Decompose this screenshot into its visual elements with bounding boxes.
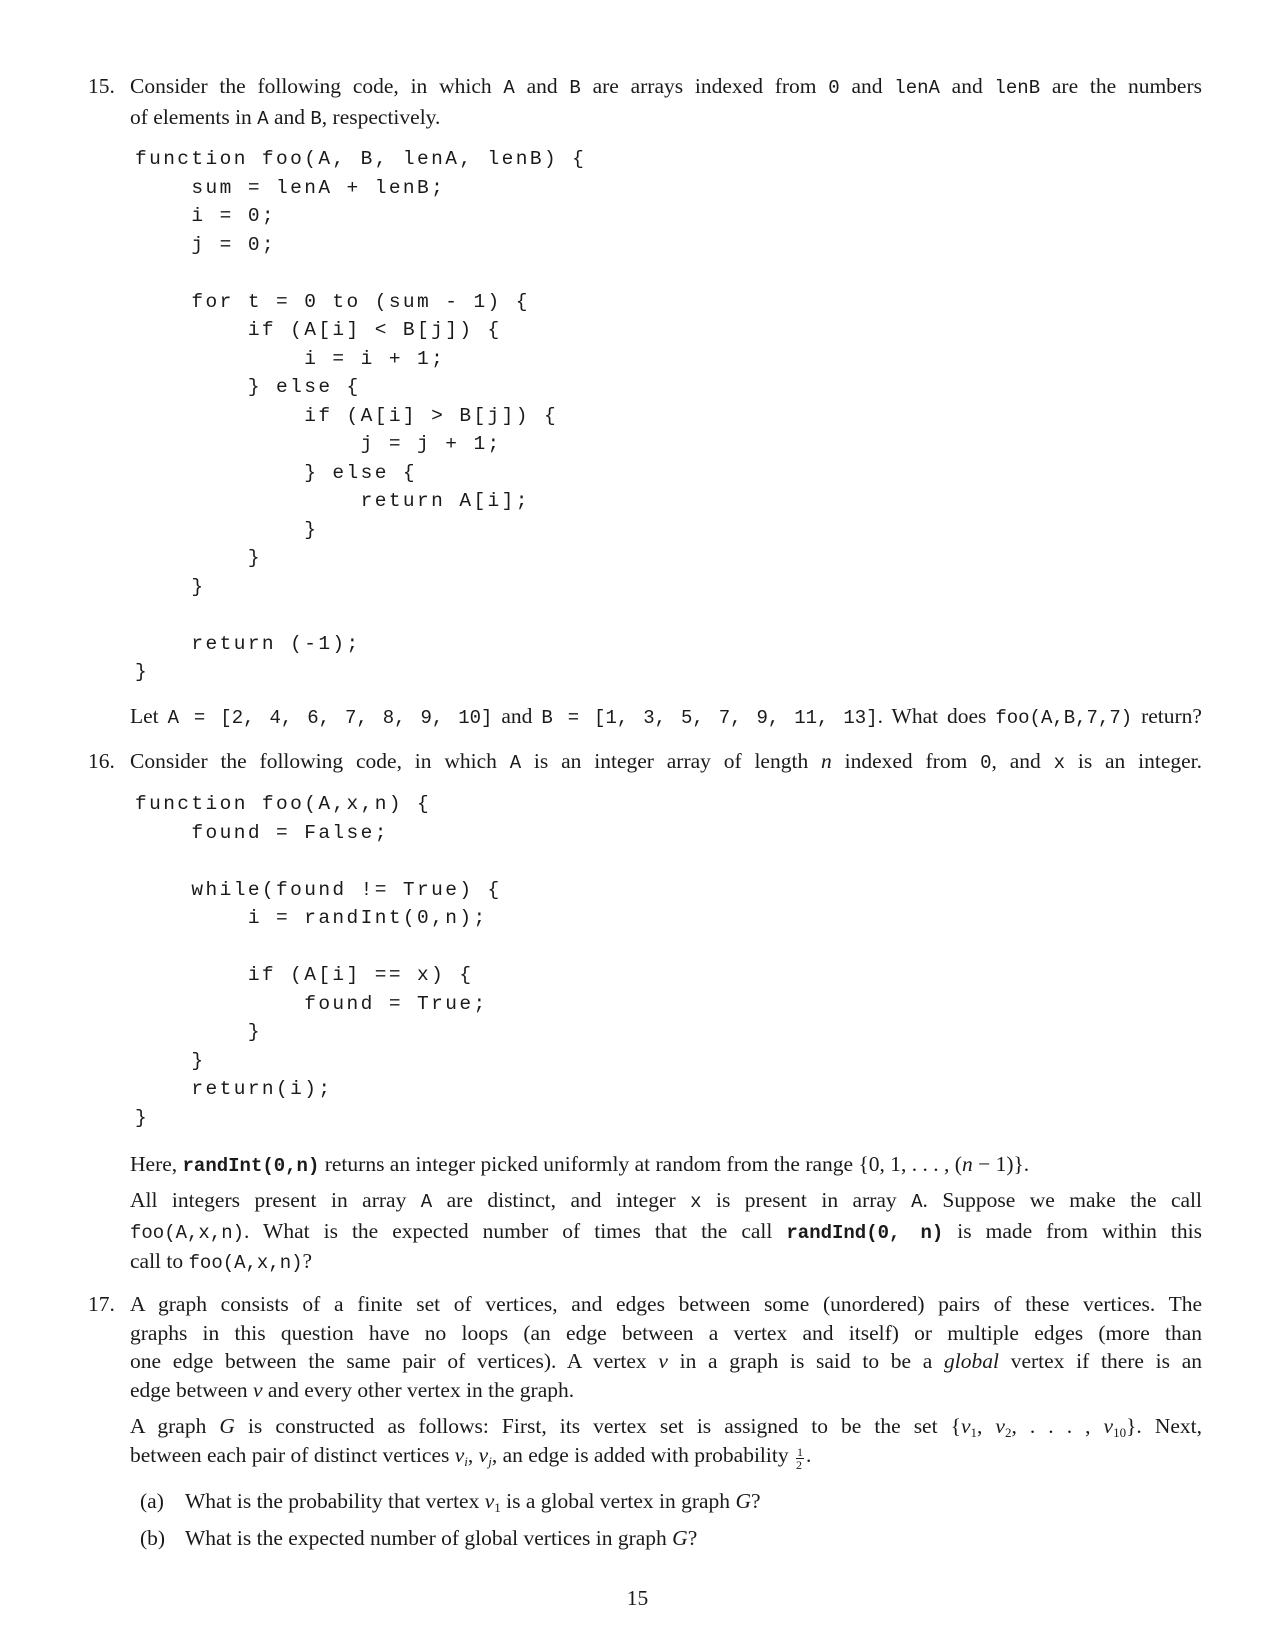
inline-code: A <box>503 77 515 99</box>
inline-code: A <box>509 752 522 774</box>
question-17-def-line1: A graph consists of a finite set of vertices, and edges between some (unordered) pairs of these vertices. The <box>130 1292 1202 1316</box>
text-run: . Suppose we make the call <box>922 1188 1202 1212</box>
code-line <box>135 259 586 288</box>
question-15-number: 15. <box>88 74 115 98</box>
code-line: if (A[i] > B[j]) { <box>135 404 559 427</box>
code-line: } <box>135 1106 150 1129</box>
text-run: is an integer. <box>1065 749 1203 773</box>
text-run: of elements in <box>130 104 258 129</box>
code-line: found = True; <box>135 992 488 1015</box>
inline-code: lenA <box>894 77 940 99</box>
question-17-construction-line2: between each pair of distinct vertices $v_i$, $v_j$, an edge is added with probability $\frac{1}{2}$ . <box>130 1442 812 1472</box>
code-line: return(i); <box>135 1078 333 1100</box>
text-run: return? <box>1132 704 1202 728</box>
text-run: . What is the expected number of times that the call <box>244 1218 787 1243</box>
code-line: } else { <box>135 461 418 484</box>
code-line: } <box>135 575 206 598</box>
code-line: if (A[i] < B[j]) { <box>135 319 502 341</box>
inline-code: 0 <box>980 752 992 774</box>
code-line: } <box>135 1021 262 1043</box>
code-line: j = 0; <box>135 233 277 256</box>
page-number: 15 <box>626 1586 649 1610</box>
question-16-number: 16. <box>88 749 115 773</box>
inline-code-bold: randInt(0,n) <box>182 1155 320 1177</box>
text-run: call to <box>130 1249 189 1273</box>
text-run: is made from within this <box>943 1218 1202 1243</box>
code-line: } <box>135 1049 206 1072</box>
inline-code: A <box>257 107 269 130</box>
inline-code: foo(A,B,7,7) <box>995 707 1133 729</box>
emphasis-global: global <box>944 1349 999 1373</box>
code-line: i = i + 1; <box>135 347 446 370</box>
text-run: are arrays indexed from <box>580 74 829 98</box>
text-run: are the numbers <box>1040 74 1202 98</box>
code-line: function foo(A,x,n) { <box>135 793 432 815</box>
part-b-label: (b) <box>140 1526 166 1550</box>
question-16-intro <box>130 747 1202 778</box>
question-16-prompt-line2 <box>130 1217 1202 1248</box>
text-run: Consider the following code, in which <box>130 74 504 98</box>
inline-code: B <box>569 77 581 99</box>
inline-code: B <box>310 107 322 130</box>
code-line: if (A[i] == x) { <box>135 964 474 986</box>
code-line: sum = lenA + lenB; <box>135 176 446 199</box>
text-run: Consider the following code, in which <box>130 749 510 773</box>
text-run: Here, <box>130 1152 183 1176</box>
inline-code: A <box>911 1191 923 1213</box>
code-line: } <box>135 661 150 683</box>
question-17-def-line3: one edge between the same pair of vertices). A vertex v in a graph is said to be a global vertex if there is an <box>130 1349 1202 1373</box>
text-run: and <box>514 74 570 98</box>
code-line: } <box>135 547 262 569</box>
text-run: are distinct, and integer <box>432 1188 691 1212</box>
question-16-prompt <box>130 1186 1202 1278</box>
code-line <box>135 933 502 962</box>
question-16-prompt-line1 <box>130 1186 1202 1217</box>
text-run: , respectively. <box>321 104 441 129</box>
inline-code: A = [2, 4, 6, 7, 8, 9, 10] <box>167 707 493 729</box>
code-line <box>135 601 586 630</box>
question-17-number: 17. <box>88 1292 115 1316</box>
text-run: is present in array <box>701 1188 912 1212</box>
question-16-note-line <box>130 1150 1202 1181</box>
question-16-intro-line <box>130 747 1202 778</box>
text-run: indexed from <box>831 749 981 773</box>
question-15-intro-line2 <box>130 103 1202 134</box>
question-17-def-line4: edge between v and every other vertex in the graph. <box>130 1377 575 1402</box>
text-run: and <box>939 74 995 98</box>
code-line: i = randInt(0,n); <box>135 907 488 929</box>
text-run: − 1)}. <box>972 1152 1030 1176</box>
inline-code: 0 <box>828 77 840 99</box>
question-15-code-block <box>135 145 586 687</box>
inline-code: A <box>420 1191 433 1213</box>
text-run: All integers present in array <box>130 1188 421 1212</box>
question-15-prompt <box>130 702 1202 733</box>
part-a-label: (a) <box>140 1489 164 1513</box>
question-15-intro-line1 <box>130 72 1202 103</box>
inline-code: x <box>690 1191 702 1213</box>
text-run: Let <box>130 704 168 728</box>
question-17-construction-line1: A graph G is constructed as follows: First, its vertex set is assigned to be the set {$v_1$, $v_2$, . . . , $v_{10}$}. Next, <box>130 1414 1202 1440</box>
math-variable: n <box>821 749 832 773</box>
inline-code: B = [1, 3, 5, 7, 9, 11, 13] <box>541 707 878 729</box>
inline-code-bold: randInd(0, n) <box>786 1221 944 1244</box>
text-run: ? <box>302 1249 313 1273</box>
question-16-note <box>130 1150 1202 1181</box>
math-variable: n <box>961 1152 973 1176</box>
inline-code: lenB <box>994 77 1041 99</box>
question-17-part-a: (a) What is the probability that vertex $v_1$ is a global vertex in graph G? <box>140 1489 761 1515</box>
text-run: . What does <box>877 704 996 728</box>
code-line: for t = 0 to (sum - 1) { <box>135 290 530 313</box>
text-run: and <box>492 704 542 728</box>
text-run: and <box>268 104 311 129</box>
code-line <box>135 847 502 876</box>
code-line: return A[i]; <box>135 490 530 512</box>
code-line: i = 0; <box>135 205 277 227</box>
text-run: is an integer array of length <box>521 749 822 773</box>
question-17-part-b: (b) What is the expected number of global vertices in graph G? <box>140 1524 697 1553</box>
fraction-one-half: $\frac{1}{2}$ <box>795 1444 803 1472</box>
text-run: returns an integer picked uniformly at random from the range {0, 1, . . . , ( <box>319 1152 962 1176</box>
question-15-prompt-line <box>130 702 1202 733</box>
inline-code: x <box>1053 752 1066 774</box>
question-15-intro <box>130 72 1202 133</box>
code-line: while(found != True) { <box>135 878 502 901</box>
text-run: and <box>839 74 895 98</box>
code-line: } <box>135 518 319 541</box>
code-line: return (-1); <box>135 632 361 655</box>
question-16-code-block <box>135 790 502 1132</box>
code-line: found = False; <box>135 821 389 844</box>
code-line: function foo(A, B, lenA, lenB) { <box>135 148 587 170</box>
question-17-definition <box>130 1290 1202 1404</box>
code-line: j = j + 1; <box>135 433 502 455</box>
text-run: , and <box>991 749 1054 773</box>
question-17-def-line2: graphs in this question have no loops (an edge between a vertex and itself) or multiple edges (more than <box>130 1320 1202 1345</box>
question-17-construction <box>130 1412 1202 1471</box>
inline-code: foo(A,x,n) <box>188 1252 303 1274</box>
inline-code: foo(A,x,n) <box>130 1221 245 1244</box>
question-16-prompt-line3 <box>130 1247 1202 1278</box>
code-line: } else { <box>135 376 361 398</box>
